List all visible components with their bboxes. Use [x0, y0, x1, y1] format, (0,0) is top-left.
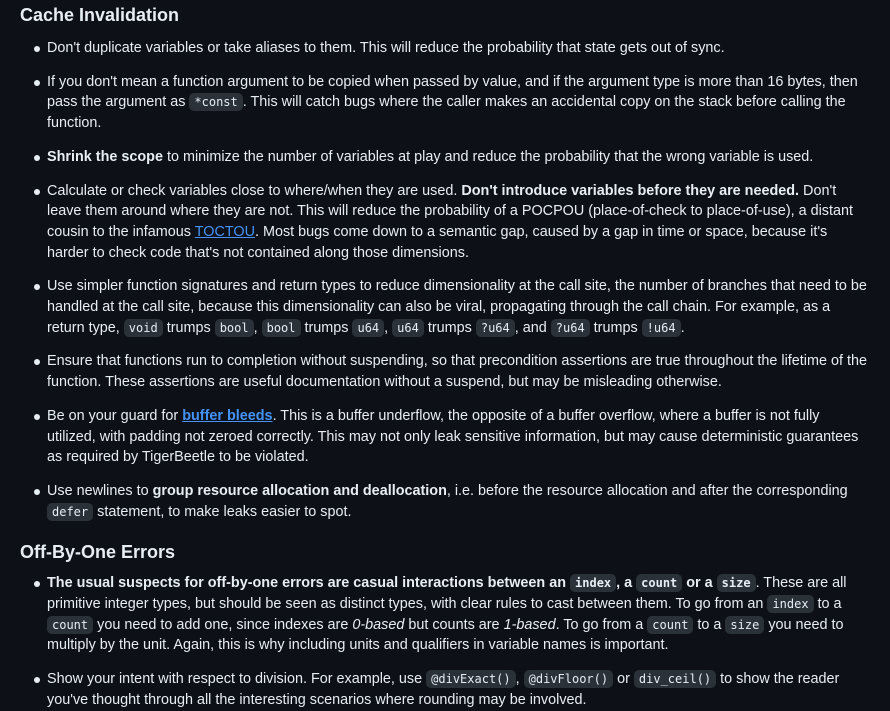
bold-text: group resource allocation and deallocation — [152, 482, 447, 499]
inline-code: index — [767, 595, 813, 613]
inline-code: u64 — [352, 319, 384, 337]
inline-code: index — [570, 574, 616, 592]
list-item: Use newlines to group resource allocation and deallocation, i.e. before the resource allocation and after the corresponding defer statement, to make leaks easier to spot. — [20, 481, 870, 522]
inline-code: defer — [47, 503, 93, 521]
inline-code: *const — [189, 93, 242, 111]
list-item: Ensure that functions run to completion without suspending, so that precondition assertions are true throughout the lifetime of the function. These assertions are useful documentation without a suspend, but may be misleading otherwise. — [20, 351, 870, 392]
inline-code: @divExact() — [426, 670, 515, 688]
inline-code: ?u64 — [551, 319, 590, 337]
off-by-one-list — [20, 573, 870, 710]
list-item: Use simpler function signatures and return types to reduce dimensionality at the call site, the number of branches that need to be handled at the call site, because this dimensionality can also be viral, propagating through the call chain. For example, as a return type, void trumps bool , bool trumps u64 , u64 trumps ?u64 , and ?u64 trumps !u64 . — [20, 276, 870, 338]
inline-code: size — [717, 574, 756, 592]
inline-code: ?u64 — [476, 319, 515, 337]
inline-code: count — [636, 574, 682, 592]
list-item: If you don't mean a function argument to be copied when passed by value, and if the argument type is more than 16 bytes, then pass the argument as *const . This will catch bugs where the caller makes an accidental copy on the stack before calling the function. — [20, 72, 870, 134]
bold-text: Don't introduce variables before they are needed. — [461, 182, 800, 199]
inline-code: u64 — [392, 319, 424, 337]
toctou-link[interactable]: TOCTOU — [194, 223, 255, 240]
section-heading-off-by-one: Off-By-One Errors — [20, 542, 176, 563]
cache-invalidation-list — [20, 38, 870, 522]
list-item: Don't duplicate variables or take aliases to them. This will reduce the probability that state gets out of sync. — [20, 38, 870, 59]
inline-code: !u64 — [642, 319, 681, 337]
inline-code: bool — [215, 319, 254, 337]
list-item: Calculate or check variables close to where/when they are used. Don't introduce variables before they are needed. Don't leave them around where they are not. This will reduce the probability of a POCPOU (place-of-check to place-of-use), a distant cousin to the infamous TOCTOU. Most bugs come down to a semantic gap, caused by a gap in time or space, because it's harder to check code that's not contained along those dimensions. — [20, 181, 870, 264]
list-item: Shrink the scope to minimize the number of variables at play and reduce the probability that the wrong variable is used. — [20, 147, 870, 168]
inline-code: void — [124, 319, 163, 337]
list-item: Be on your guard for buffer bleeds. This is a buffer underflow, the opposite of a buffer overflow, where a buffer is not fully utilized, with padding not zeroed correctly. This may not only leak sensitive information, but may cause deterministic guarantees as required by TigerBeetle to be violated. — [20, 406, 870, 468]
inline-code: count — [647, 616, 693, 634]
inline-code: bool — [262, 319, 301, 337]
inline-code: count — [47, 616, 93, 634]
buffer-bleeds-link[interactable]: buffer bleeds — [182, 407, 273, 424]
list-item: The usual suspects for off-by-one errors are casual interactions between an index , a count or a size . These are all primitive integer types, but should be seen as distinct types, with clear rules to cast between them. To go from an index to a count you need to add one, since indexes are 0-based but counts are 1-based. To go from a count to a size you need to multiply by the unit. Again, this is why including units and qualifiers in variable names is important. — [20, 573, 870, 656]
inline-code: size — [725, 616, 764, 634]
inline-code: div_ceil() — [634, 670, 716, 688]
list-item: Show your intent with respect to division. For example, use @divExact() , @divFloor() or div_ceil() to show the reader you've thought through all the interesting scenarios where rounding may be involved. — [20, 669, 870, 710]
bold-text: Shrink the scope — [47, 148, 163, 165]
inline-code: @divFloor() — [524, 670, 613, 688]
section-heading-cache-invalidation: Cache Invalidation — [20, 5, 180, 25]
